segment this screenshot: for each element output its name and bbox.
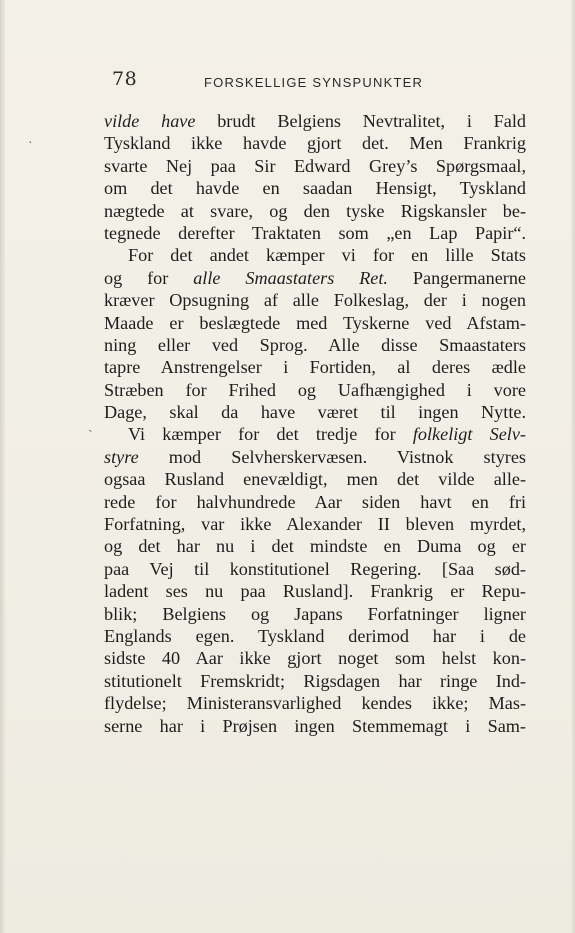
italic-text: styre — [104, 446, 139, 467]
text-run: blik; Belgiens og Japans Forfatninger ligner — [104, 603, 526, 624]
text-line — [104, 267, 526, 289]
italic-text: vilde have — [104, 111, 196, 131]
text-line — [104, 647, 526, 669]
text-run: Maade er beslægtede med Tyskerne ved Afstam- — [104, 312, 526, 333]
margin-dot: · — [28, 136, 33, 151]
text-run: ning eller ved Sprog. Alle disse Smaastaters — [104, 334, 526, 355]
text-run: stitutionelt Fremskridt; Rigsdagen har ringe Ind- — [104, 670, 526, 691]
italic-text: alle Smaastaters Ret. — [193, 267, 388, 288]
text-run: nægtede at svare, og den tyske Rigskansler be- — [104, 200, 526, 221]
text-run: Tyskland ikke havde gjort det. Men Frankrig — [104, 133, 526, 154]
text-run: rede for halvhundrede Aar siden havt en fri — [104, 491, 526, 512]
text-line — [104, 692, 526, 714]
running-head: FORSKELLIGE SYNSPUNKTER — [204, 75, 424, 90]
text-run: flydelse; Ministeransvarlighed kendes ikke; Mas- — [104, 693, 526, 714]
text-line — [104, 558, 526, 580]
text-line — [104, 468, 526, 490]
text-line — [104, 491, 526, 513]
text-line — [104, 603, 526, 625]
text-run: Englands egen. Tyskland derimod har i de — [104, 625, 526, 646]
text-run: mod Selvherskervæsen. Vistnok styres — [138, 446, 526, 467]
text-line — [104, 356, 526, 378]
text-run: brudt Belgiens Nevtralitet, i Fald — [195, 111, 526, 131]
text-line — [104, 222, 526, 244]
body-text — [104, 110, 526, 737]
page-left-edge — [0, 0, 5, 933]
text-run: For det andet kæmper vi for en lille Stats — [128, 245, 526, 266]
italic-text: folkeligt Selv- — [412, 424, 526, 445]
text-run: sidste 40 Aar ikke gjort noget som helst kon- — [104, 648, 526, 669]
text-run: tegnede derefter Traktaten som „en Lap Papir“. — [104, 222, 526, 243]
text-run: Pangermanerne — [387, 267, 526, 288]
margin-dot: ˏ — [88, 418, 93, 433]
text-line — [104, 289, 526, 311]
page-right-edge — [571, 0, 575, 933]
text-run: tapre Anstrengelser i Fortiden, al deres ædle — [104, 357, 526, 378]
text-line — [104, 110, 526, 132]
page-number: 78 — [112, 68, 138, 90]
text-run: svarte Nej paa Sir Edward Grey’s Spørgsmaal, — [104, 155, 526, 176]
text-run: Stræben for Frihed og Uafhængighed i vore — [104, 379, 526, 400]
text-line — [104, 446, 526, 468]
text-line — [104, 401, 526, 423]
text-run: ladent ses nu paa Rusland]. Frankrig er Repu- — [104, 581, 526, 602]
text-line — [104, 155, 526, 177]
text-run: om det havde en saadan Hensigt, Tyskland — [104, 178, 526, 199]
text-run: serne har i Prøjsen ingen Stemmemagt i Sam- — [104, 715, 526, 736]
text-line — [104, 580, 526, 602]
text-line — [104, 670, 526, 692]
text-line — [104, 535, 526, 557]
text-line — [104, 200, 526, 222]
page-header — [112, 68, 532, 98]
text-line — [104, 423, 526, 445]
text-run: og det har nu i det mindste en Duma og er — [104, 536, 526, 557]
text-line — [104, 379, 526, 401]
text-line — [104, 312, 526, 334]
text-run: paa Vej til konstitutionel Regering. [Saa sød- — [104, 558, 526, 579]
text-line — [104, 625, 526, 647]
text-run: Dage, skal da have været til ingen Nytte. — [104, 402, 526, 423]
text-line — [104, 334, 526, 356]
text-line — [104, 244, 526, 266]
text-run: Vi kæmper for det tredje for — [128, 424, 413, 445]
text-run: Forfatning, var ikke Alexander II bleven myrdet, — [104, 514, 526, 535]
text-line — [104, 132, 526, 154]
text-run: kræver Opsugning af alle Folkeslag, der i nogen — [104, 290, 526, 311]
text-line — [104, 715, 526, 737]
text-run: og for — [104, 267, 194, 288]
text-run: ogsaa Rusland enevældigt, men det vilde alle- — [104, 469, 526, 490]
text-line — [104, 513, 526, 535]
text-line — [104, 177, 526, 199]
